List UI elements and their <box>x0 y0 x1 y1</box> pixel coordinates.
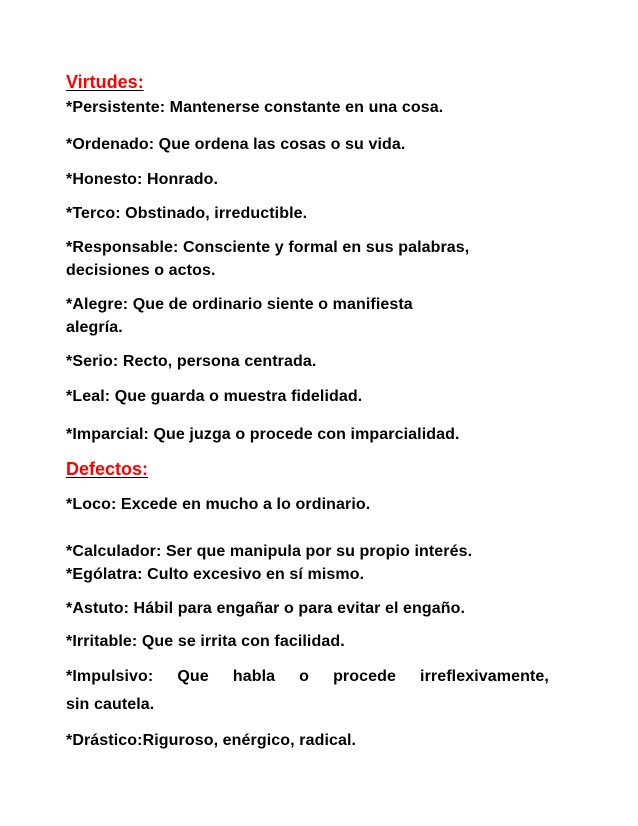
impulsivo-word: irreflexivamente, <box>420 668 549 685</box>
defecto-item: *Drástico:Riguroso, enérgico, radical. <box>66 732 357 749</box>
virtud-item-continuation: alegría. <box>66 319 123 336</box>
virtud-item: *Alegre: Que de ordinario siente o manifiesta <box>66 296 413 313</box>
virtud-item: *Imparcial: Que juzga o procede con imparcialidad. <box>66 426 460 443</box>
virtud-item: *Ordenado: Que ordena las cosas o su vida. <box>66 136 406 153</box>
virtud-item: *Serio: Recto, persona centrada. <box>66 353 317 370</box>
virtud-item: *Responsable: Consciente y formal en sus palabras, <box>66 239 470 256</box>
virtud-item: *Terco: Obstinado, irreductible. <box>66 205 308 222</box>
impulsivo-word: habla <box>232 668 276 685</box>
virtud-item: *Persistente: Mantenerse constante en una cosa. <box>66 99 444 116</box>
defecto-item: *Ególatra: Culto excesivo en sí mismo. <box>66 566 365 583</box>
virtudes-heading: Virtudes: <box>66 72 144 92</box>
impulsivo-word: o <box>299 668 310 685</box>
defecto-item: *Calculador: Ser que manipula por su propio interés. <box>66 543 473 560</box>
defecto-item: *Loco: Excede en mucho a lo ordinario. <box>66 496 371 513</box>
defecto-item-continuation: sin cautela. <box>66 696 155 713</box>
defectos-heading: Defectos: <box>66 459 149 479</box>
defecto-item-impulsivo <box>66 668 549 686</box>
defecto-item: *Irritable: Que se irrita con facilidad. <box>66 633 345 650</box>
impulsivo-word: procede <box>333 668 397 685</box>
impulsivo-word: *Impulsivo: <box>66 668 154 685</box>
impulsivo-word: Que <box>177 668 209 685</box>
virtud-item: *Leal: Que guarda o muestra fidelidad. <box>66 388 363 405</box>
virtud-item-continuation: decisiones o actos. <box>66 262 216 279</box>
defecto-item: *Astuto: Hábil para engañar o para evitar el engaño. <box>66 600 466 617</box>
virtud-item: *Honesto: Honrado. <box>66 171 219 188</box>
